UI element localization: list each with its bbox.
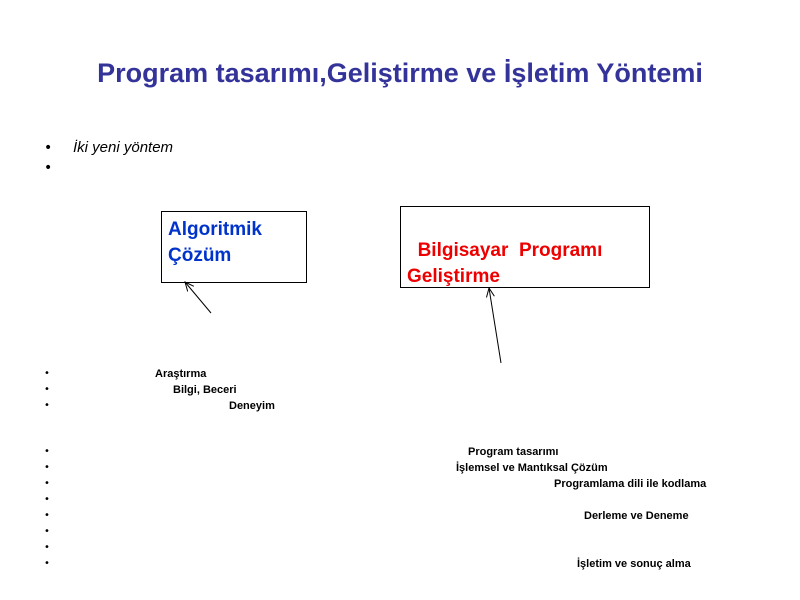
arrow-to-algorithmic	[185, 282, 211, 313]
left-list-item: Bilgi, Beceri	[173, 384, 237, 396]
program-development-label: Bilgisayar Programı Geliştirme	[407, 240, 608, 287]
intro-text: İki yeni yöntem	[73, 139, 174, 156]
right-list-item: Derleme ve Deneme	[584, 510, 689, 522]
bullet-marker: •	[44, 542, 50, 553]
algorithmic-solution-label: Algoritmik Çözüm	[168, 219, 262, 266]
arrow-to-program-dev	[489, 288, 501, 363]
bullet-marker: •	[44, 384, 50, 395]
bullet-marker: •	[44, 558, 50, 569]
bullet-marker: •	[44, 510, 50, 521]
bullet-marker: •	[44, 526, 50, 537]
left-list-item: Deneyim	[229, 400, 275, 412]
right-list-item: Program tasarımı	[468, 446, 559, 458]
bullet-marker: •	[44, 478, 50, 489]
right-list-item: İşlemsel ve Mantıksal Çözüm	[456, 462, 608, 474]
right-list-item: Programlama dili ile kodlama	[554, 478, 707, 490]
right-list-item: İşletim ve sonuç alma	[577, 558, 691, 570]
left-list-item: Araştırma	[155, 368, 207, 380]
bullet-marker: •	[44, 160, 53, 176]
bullet-marker: •	[44, 446, 50, 457]
bullet-marker: •	[44, 368, 50, 379]
bullet-marker: •	[44, 462, 50, 473]
bullet-marker: •	[44, 400, 50, 411]
bullet-marker: •	[44, 494, 50, 505]
bullet-marker: •	[44, 140, 53, 156]
slide-title: Program tasarımı,Geliştirme ve İşletim Yöntemi	[97, 58, 703, 88]
